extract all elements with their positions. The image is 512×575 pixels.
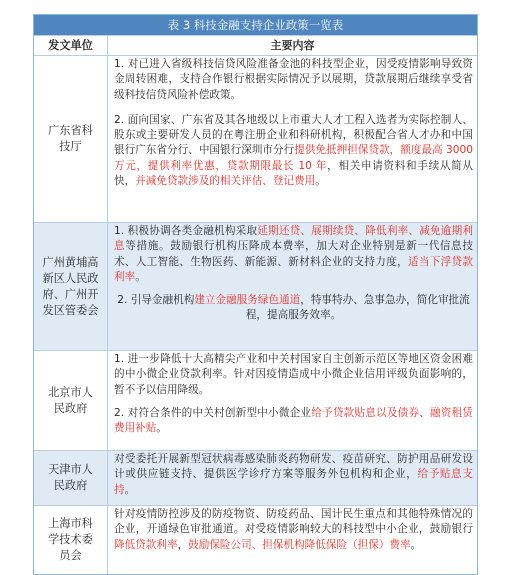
body-text: 1. 对已进入省级科技信贷风险准备金池的科技型企业，因受疫情影响导致资金周转困难，支持合作银行根据实际情况予以展期，贷款展期后继续享受省级科技信贷风险补偿政策。 — [114, 58, 473, 101]
highlight-text: 给予贴息支持 — [114, 468, 474, 496]
body-text: 1. 进一步降低十大高精尖产业和中关村国家自主创新示范区等地区资金困难的中小微企业贷款利率。针对因疫情造成中小微企业信用评级负面影响的，暂不予以信用降级。 — [114, 353, 473, 396]
body-text: 针对疫情防控涉及的防疫物资、防疫药品、国计民生重点和其他特殊情况的企业，开通绿色审批通道。对受疫情影响较大的科技型中小企业，鼓励银行 — [114, 508, 473, 536]
body-text: 1. 积极协调各类金融机构采取 — [114, 225, 258, 237]
body-text: 。 — [410, 538, 422, 551]
table-row — [34, 505, 477, 574]
table-header-row — [34, 35, 477, 55]
header-unit: 发文单位 — [34, 36, 108, 55]
body-text: ， — [177, 538, 189, 551]
body-text: 等措施。鼓励银行机构压降成本费率，加大对企业特别是新一代信息技术、人工智能、生物医药、新能源、新材料企业的支持力度， — [114, 240, 474, 268]
table-row — [34, 350, 477, 450]
row-content — [108, 506, 477, 574]
paragraph — [114, 507, 473, 553]
row-unit: 广东省科技厅 — [34, 56, 108, 222]
body-text: 。 — [156, 422, 167, 435]
highlight-text: 鼓励保险公司、担保机构降低保险（担保）费率 — [188, 538, 411, 551]
table-row — [34, 450, 477, 505]
highlight-text: 适当下浮贷款利率 — [114, 255, 474, 283]
paragraph — [114, 113, 473, 189]
paragraph — [114, 224, 473, 285]
body-text: 。 — [135, 270, 146, 283]
body-text: ，相关申请资料和手续从简从快， — [114, 159, 474, 188]
highlight-text: 并减免贷款涉及的相关评估、登记费用 — [135, 175, 316, 188]
row-content — [108, 451, 477, 505]
table-row — [34, 55, 477, 222]
paragraph — [114, 406, 473, 437]
highlight-text: 建立金融服务绿色通道 — [194, 294, 301, 307]
row-unit: 广州黄埔高新区人民政府、广州开发区管委会 — [34, 223, 108, 350]
table-row — [34, 222, 477, 350]
paragraph — [114, 293, 473, 324]
body-text: 。 — [124, 483, 136, 496]
highlight-text: 降低贷款利率 — [114, 538, 178, 551]
body-text: ，特事特办、急事急办，简化审批流程，提高服务效率。 — [245, 294, 470, 322]
header-content: 主要内容 — [270, 39, 315, 52]
paragraph — [114, 452, 473, 498]
body-text: 2. 面向国家、广东省及其各地级以上市重大人才工程入选者为实际控制人、股东或主要研发人员的在粤注册企业和科研机构，积极配合省人才办和中国银行广东省分行、中国银行深圳市分行 — [114, 113, 473, 157]
row-content — [108, 223, 477, 350]
body-text: 对受委托开展新型冠状病毒感染肺炎药物研发、疫苗研究、防护用品研发设计或供应链支持、提供医学诊疗方案等服务外包机构和企业， — [114, 453, 473, 481]
paragraph — [114, 57, 473, 103]
row-content — [108, 56, 477, 222]
body-text: 2. 对符合条件的中关村创新型中小微企业 — [114, 406, 312, 419]
row-content — [108, 351, 477, 450]
highlight-text: 延期还贷、展期续贷、降低利率、减免逾期利息 — [114, 225, 473, 253]
body-text: 2. 引导金融机构 — [117, 294, 195, 307]
row-unit: 天津市人民政府 — [34, 451, 108, 505]
table-title: 表 3 科技金融支持企业政策一览表 — [34, 15, 477, 35]
highlight-text: 提供免抵押担保贷款，额度最高 3000 万元，提供利率优惠，贷款期限最长 10 年 — [114, 144, 473, 172]
row-unit: 北京市人民政府 — [34, 351, 108, 450]
row-unit: 上海市科学技术委员会 — [34, 506, 108, 574]
highlight-text: 给予贷款贴息以及债券、融资租赁费用补贴 — [114, 406, 473, 435]
body-text: 。 — [315, 175, 326, 188]
paragraph — [114, 352, 473, 398]
policy-table — [33, 14, 478, 575]
